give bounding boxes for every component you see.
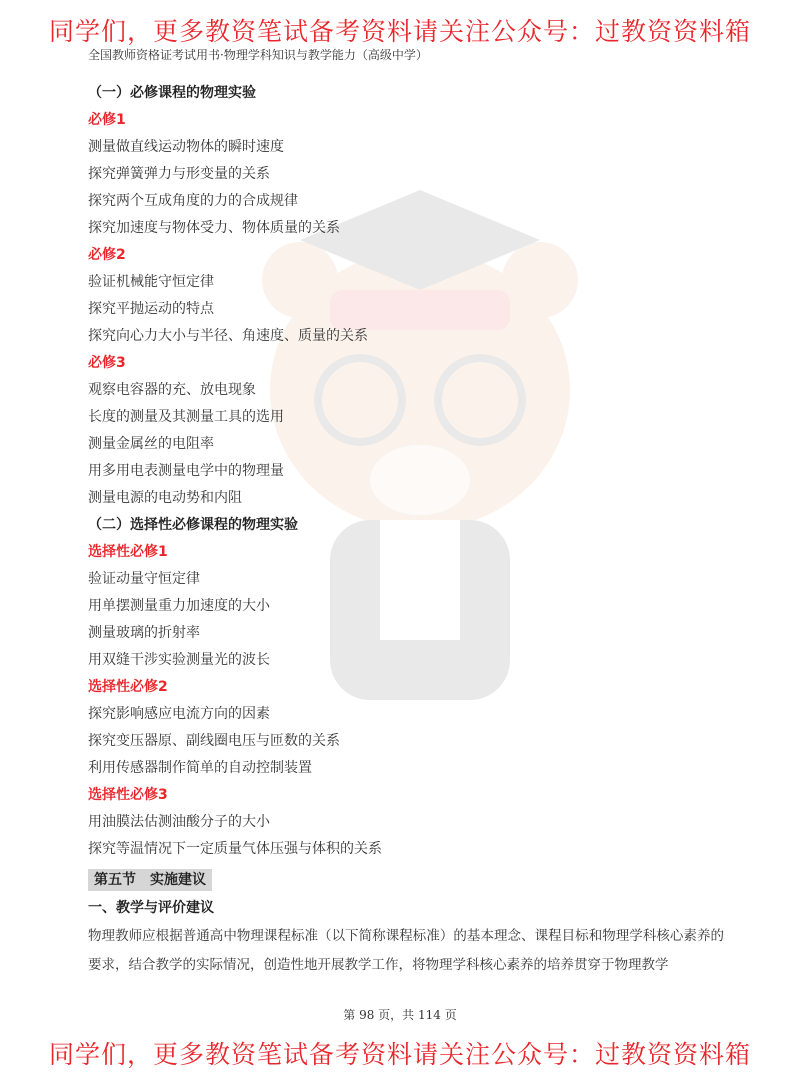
list-heading: （二）选择性必修课程的物理实验 (88, 517, 298, 533)
promo-banner-bottom: 同学们，更多教资笔试备考资料请关注公众号：过教资资料箱 (48, 1040, 751, 1069)
list-item: 探究弹簧弹力与形变量的关系 (88, 166, 270, 182)
list-item: 探究等温情况下一定质量气体压强与体积的关系 (88, 841, 382, 857)
module-label: 选择性必修1 (88, 544, 168, 560)
list-item: 验证动量守恒定律 (88, 571, 200, 587)
list-item: 用多用电表测量电学中的物理量 (88, 463, 284, 479)
module-label: 必修2 (88, 247, 126, 263)
body-paragraph: 物理教师应根据普通高中物理课程标准（以下简称课程标准）的基本理念、课程目标和物理学科核心素养的要求，结合教学的实际情况，创造性地开展教学工作，将物理学科核心素养的培养贯穿于物理教学 (88, 928, 724, 973)
module-label: 必修3 (88, 355, 126, 371)
list-item: 探究加速度与物体受力、物体质量的关系 (88, 220, 340, 236)
list-item: 观察电容器的充、放电现象 (88, 382, 256, 398)
list-item: 测量做直线运动物体的瞬时速度 (88, 139, 284, 155)
list-item: 测量玻璃的折射率 (88, 625, 200, 641)
module-label: 选择性必修3 (88, 787, 168, 803)
list-item: 探究两个互成角度的力的合成规律 (88, 193, 298, 209)
list-item: 验证机械能守恒定律 (88, 274, 214, 290)
list-item: 用油膜法估测油酸分子的大小 (88, 814, 270, 830)
list-item: 长度的测量及其测量工具的选用 (88, 409, 284, 425)
subsection-title: 一、教学与评价建议 (88, 900, 214, 916)
list-item: 用单摆测量重力加速度的大小 (88, 598, 270, 614)
page-number: 第 98 页，共 114 页 (343, 1008, 457, 1022)
section-title: 第五节 实施建议 (88, 869, 212, 891)
list-item: 测量金属丝的电阻率 (88, 436, 214, 452)
list-item: 探究平抛运动的特点 (88, 301, 214, 317)
book-running-header: 全国教师资格证考试用书·物理学科知识与教学能力（高级中学） (88, 48, 428, 62)
list-item: 用双缝干涉实验测量光的波长 (88, 652, 270, 668)
list-heading: （一）必修课程的物理实验 (88, 85, 256, 101)
promo-banner-top: 同学们，更多教资笔试备考资料请关注公众号：过教资资料箱 (48, 17, 751, 46)
document-body (88, 80, 728, 980)
module-label: 必修1 (88, 112, 126, 128)
list-item: 探究变压器原、副线圈电压与匝数的关系 (88, 733, 340, 749)
list-item: 探究向心力大小与半径、角速度、质量的关系 (88, 328, 368, 344)
list-item: 利用传感器制作简单的自动控制装置 (88, 760, 312, 776)
module-label: 选择性必修2 (88, 679, 168, 695)
list-item: 探究影响感应电流方向的因素 (88, 706, 270, 722)
experiment-list (88, 80, 728, 863)
list-item: 测量电源的电动势和内阻 (88, 490, 242, 506)
